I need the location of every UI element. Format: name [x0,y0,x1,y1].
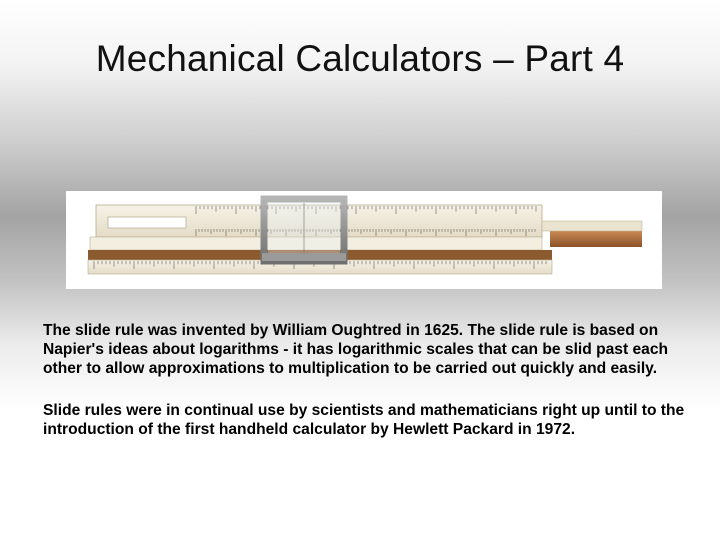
paragraph-history: The slide rule was invented by William Oughtred in 1625. The slide rule is based on Napier's ideas about logarithms - it has logarithmic scales that can be slid past each other to allow approximations to multiplication to be carried out quickly and easily. [43,322,669,378]
body-text [43,321,693,461]
end-slot [108,217,186,228]
paragraph-usage: Slide rules were in continual use by scientists and mathematicians right up until to the introduction of the first handheld calculator by Hewlett Packard in 1972. [43,401,685,438]
wooden-slide-end [550,231,642,247]
slide-tip [542,221,642,231]
slide-title: Mechanical Calculators – Part 4 [95,38,625,79]
slide-rule-photo [66,191,662,289]
cursor-base [262,253,346,261]
slide-rule-illustration [66,191,662,289]
